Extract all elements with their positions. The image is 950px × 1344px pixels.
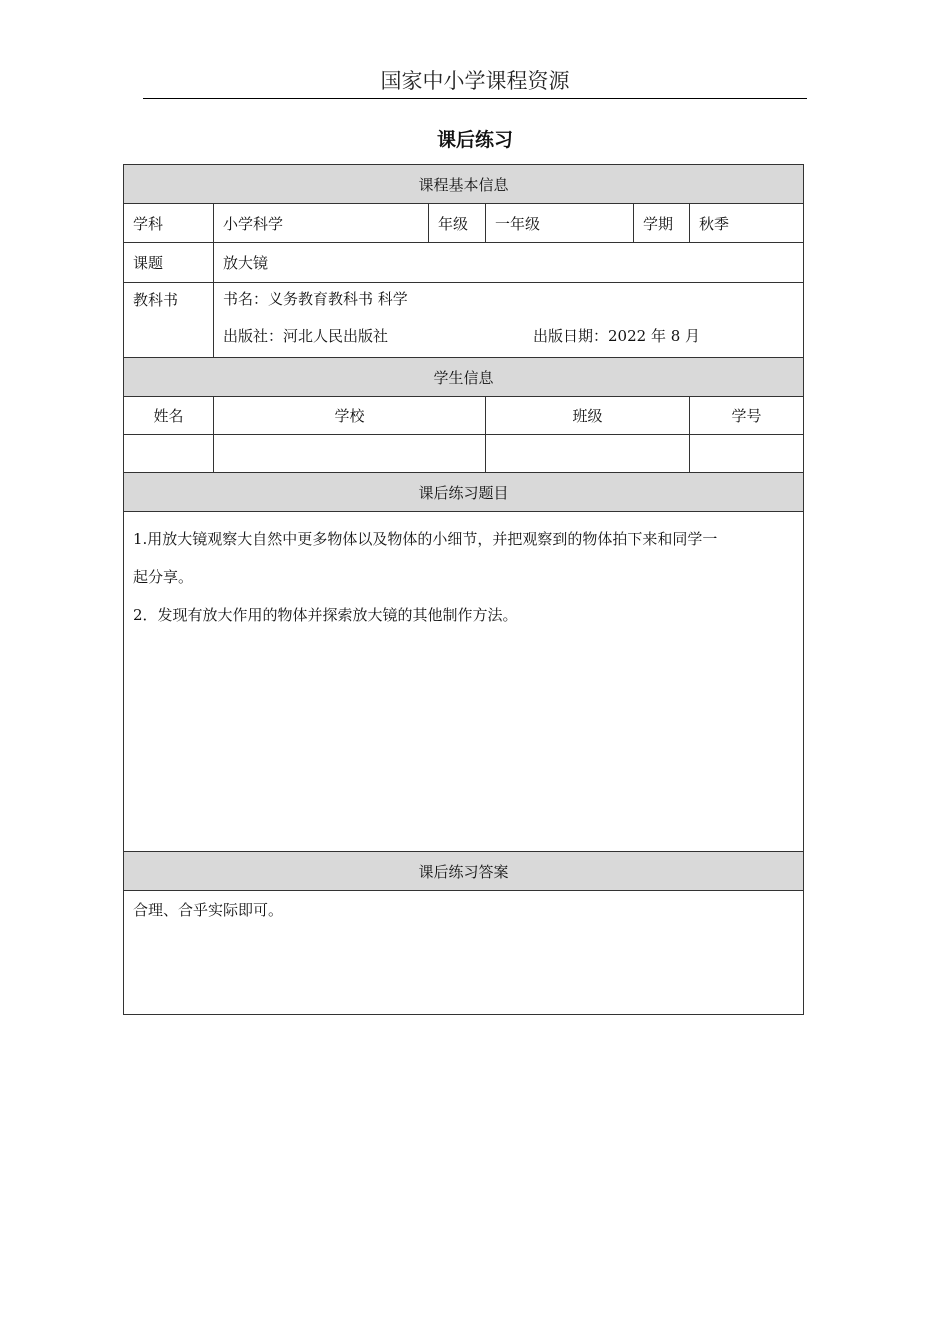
student-info-header: 学生信息 (124, 358, 804, 397)
topic-label: 课题 (124, 243, 214, 283)
exercise-line: 起分享。 (133, 568, 194, 586)
textbook-value (214, 283, 804, 358)
textbook-label: 教科书 (124, 283, 214, 358)
student-school-header: 学校 (214, 397, 486, 435)
book-name: 书名：义务教育教科书 科学 (223, 290, 408, 308)
student-name-header: 姓名 (124, 397, 214, 435)
term-value: 秋季 (690, 204, 804, 243)
header-divider (143, 98, 807, 99)
document-title: 课后练习 (436, 129, 513, 151)
grade-label: 年级 (429, 204, 486, 243)
answers-header: 课后练习答案 (124, 852, 804, 891)
publish-date: 出版日期：2022 年 8 月 (533, 327, 701, 345)
answers-content: 合理、合乎实际即可。 (124, 891, 804, 1015)
term-label: 学期 (634, 204, 690, 243)
student-class-field[interactable] (486, 435, 690, 473)
student-class-header: 班级 (486, 397, 690, 435)
subject-value: 小学科学 (214, 204, 429, 243)
exercises-header: 课后练习题目 (124, 473, 804, 512)
topic-value: 放大镜 (214, 243, 804, 283)
exercise-line: 2．发现有放大作用的物体并探索放大镜的其他制作方法。 (133, 606, 518, 624)
grade-value: 一年级 (486, 204, 634, 243)
exercise-form-table (123, 164, 804, 1015)
course-info-header: 课程基本信息 (124, 165, 804, 204)
student-id-header: 学号 (690, 397, 804, 435)
student-id-field[interactable] (690, 435, 804, 473)
student-name-field[interactable] (124, 435, 214, 473)
subject-label: 学科 (124, 204, 214, 243)
student-school-field[interactable] (214, 435, 486, 473)
exercise-line: 1.用放大镜观察大自然中更多物体以及物体的小细节，并把观察到的物体拍下来和同学一 (133, 530, 718, 548)
publisher: 出版社：河北人民出版社 (223, 327, 389, 345)
page-header: 国家中小学课程资源 (380, 69, 570, 93)
exercises-content (124, 512, 804, 852)
